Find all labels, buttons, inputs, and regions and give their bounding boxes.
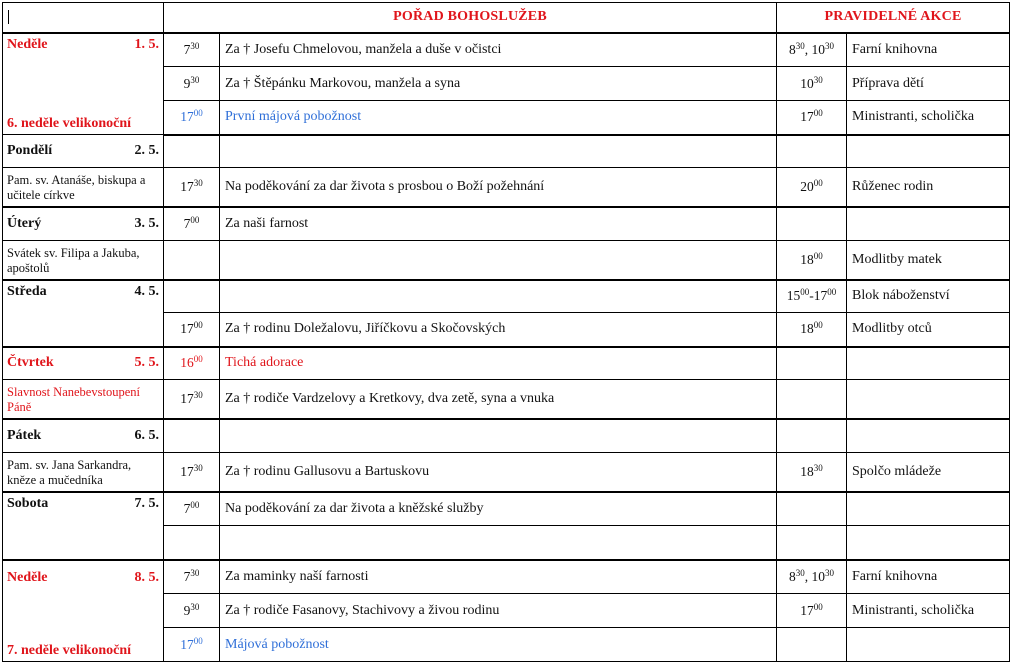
day-date: 1. 5. <box>134 36 159 52</box>
day-header <box>7 37 159 53</box>
day-subtitle-cell <box>3 168 164 208</box>
day-date: 3. 5. <box>134 215 159 231</box>
event-time: $8^{30}$, $10^{30}$ <box>777 560 847 594</box>
mass-intention: Na poděkování za dar života a kněžské služby <box>220 492 777 526</box>
mass-intention: Za † rodinu Doležalovu, Jiříčkovu a Skočovských <box>220 313 777 347</box>
event-name: Spolčo mládeže <box>847 452 1010 492</box>
day-cell-wednesday <box>3 280 164 347</box>
day-name: Středa <box>7 283 47 299</box>
mass-time: $17^{30}$ <box>164 168 220 208</box>
day-header <box>7 284 159 300</box>
mass-intention: Za † Štěpánku Markovou, manžela a syna <box>220 67 777 101</box>
mass-time: $7^{00}$ <box>164 492 220 526</box>
day-date: 4. 5. <box>134 283 159 299</box>
day-cell-thursday <box>3 347 164 380</box>
table-row <box>3 33 1010 67</box>
event-time: $18^{00}$ <box>777 313 847 347</box>
day-cell-monday <box>3 135 164 168</box>
day-subtitle: 7. neděle velikonoční <box>7 643 132 658</box>
day-subtitle: Pam. sv. Atanáše, biskupa a učitele církve <box>7 173 146 202</box>
header-row <box>3 3 1010 33</box>
day-subtitle: Pam. sv. Jana Sarkandra, kněze a mučedníka <box>7 457 132 487</box>
event-name: Blok náboženství <box>847 280 1010 313</box>
mass-time: $17^{00}$ <box>164 628 220 662</box>
event-time: $18^{30}$ <box>777 452 847 492</box>
day-header <box>7 355 159 371</box>
day-cell-tuesday <box>3 207 164 240</box>
mass-time: $7^{00}$ <box>164 207 220 240</box>
event-time: $10^{30}$ <box>777 67 847 101</box>
mass-time: $17^{00}$ <box>164 313 220 347</box>
mass-time: $16^{00}$ <box>164 347 220 380</box>
table-row <box>3 452 1010 492</box>
mass-time: $7^{30}$ <box>164 33 220 67</box>
event-time: $17^{00}$ <box>777 594 847 628</box>
day-name: Pondělí <box>7 143 53 158</box>
day-date: 2. 5. <box>134 143 159 158</box>
mass-time: $17^{30}$ <box>164 452 220 492</box>
table-row <box>3 280 1010 313</box>
mass-time: $17^{00}$ <box>164 101 220 135</box>
mass-intention: První májová pobožnost <box>220 101 777 135</box>
day-date: 8. 5. <box>134 569 159 585</box>
mass-time: $7^{30}$ <box>164 560 220 594</box>
mass-intention: Za † rodiče Fasanovy, Stachivovy a živou rodinu <box>220 594 777 628</box>
mass-intention: Za † Josefu Chmelovou, manžela a duše v očistci <box>220 33 777 67</box>
services-title: POŘAD BOHOSLUŽEB <box>164 3 777 33</box>
mass-intention: Tichá adorace <box>220 347 777 380</box>
event-name: Modlitby matek <box>847 240 1010 280</box>
mass-intention: Za † rodiče Vardzelovy a Kretkovy, dva zetě, syna a vnuka <box>220 380 777 420</box>
day-date: 5. 5. <box>134 355 159 371</box>
mass-intention: Za maminky naší farnosti <box>220 560 777 594</box>
schedule-table <box>2 2 1010 662</box>
table-row <box>3 560 1010 594</box>
table-row <box>3 347 1010 380</box>
mass-time: $9^{30}$ <box>164 594 220 628</box>
mass-intention: Za naši farnost <box>220 207 777 240</box>
event-time: $20^{00}$ <box>777 168 847 208</box>
mass-intention: Na poděkování za dar života s prosbou o Boží požehnání <box>220 168 777 208</box>
day-cell-saturday <box>3 492 164 560</box>
mass-intention: Májová pobožnost <box>220 628 777 662</box>
day-subtitle-cell <box>3 380 164 420</box>
day-cell-sunday-1 <box>3 33 164 135</box>
day-header <box>7 216 159 232</box>
day-header <box>7 496 159 512</box>
mass-time: $17^{30}$ <box>164 380 220 420</box>
event-name: Farní knihovna <box>847 33 1010 67</box>
table-row <box>3 168 1010 208</box>
day-name: Neděle <box>7 569 48 585</box>
mass-intention: Za † rodinu Gallusovu a Bartuskovu <box>220 452 777 492</box>
day-date: 7. 5. <box>134 495 159 511</box>
day-subtitle: Svátek sv. Filipa a Jakuba, apoštolů <box>7 245 140 275</box>
event-name: Příprava dětí <box>847 67 1010 101</box>
event-time: $8^{30}$, $10^{30}$ <box>777 33 847 67</box>
event-name: Farní knihovna <box>847 560 1010 594</box>
day-header <box>7 428 159 444</box>
text-cursor <box>8 10 9 24</box>
event-name: Ministranti, scholička <box>847 101 1010 135</box>
event-name: Modlitby otců <box>847 313 1010 347</box>
schedule-sheet <box>2 2 1009 661</box>
day-name: Neděle <box>7 36 48 52</box>
mass-time: $9^{30}$ <box>164 67 220 101</box>
day-subtitle: Slavnost Nanebevstoupení Páně <box>7 385 140 414</box>
event-time: $15^{00}-17^{00}$ <box>777 280 847 313</box>
events-title: PRAVIDELNÉ AKCE <box>777 3 1010 33</box>
day-cell-friday <box>3 419 164 452</box>
day-subtitle-cell <box>3 452 164 492</box>
table-row <box>3 135 1010 168</box>
event-time: $18^{00}$ <box>777 240 847 280</box>
day-name: Úterý <box>7 215 42 231</box>
day-name: Sobota <box>7 495 49 511</box>
day-subtitle: 6. neděle velikonoční <box>7 116 132 131</box>
day-header <box>7 570 159 586</box>
event-name: Ministranti, scholička <box>847 594 1010 628</box>
day-name: Pátek <box>7 427 42 443</box>
table-row <box>3 492 1010 526</box>
table-row <box>3 207 1010 240</box>
table-row <box>3 380 1010 420</box>
day-date: 6. 5. <box>134 427 159 443</box>
day-subtitle-cell <box>3 240 164 280</box>
event-name: Růženec rodin <box>847 168 1010 208</box>
day-cell-sunday-2 <box>3 560 164 662</box>
day-header <box>7 143 159 159</box>
day-name: Čtvrtek <box>7 355 54 371</box>
table-row <box>3 419 1010 452</box>
header-left-cell[interactable] <box>3 3 164 33</box>
event-time: $17^{00}$ <box>777 101 847 135</box>
table-row <box>3 240 1010 280</box>
